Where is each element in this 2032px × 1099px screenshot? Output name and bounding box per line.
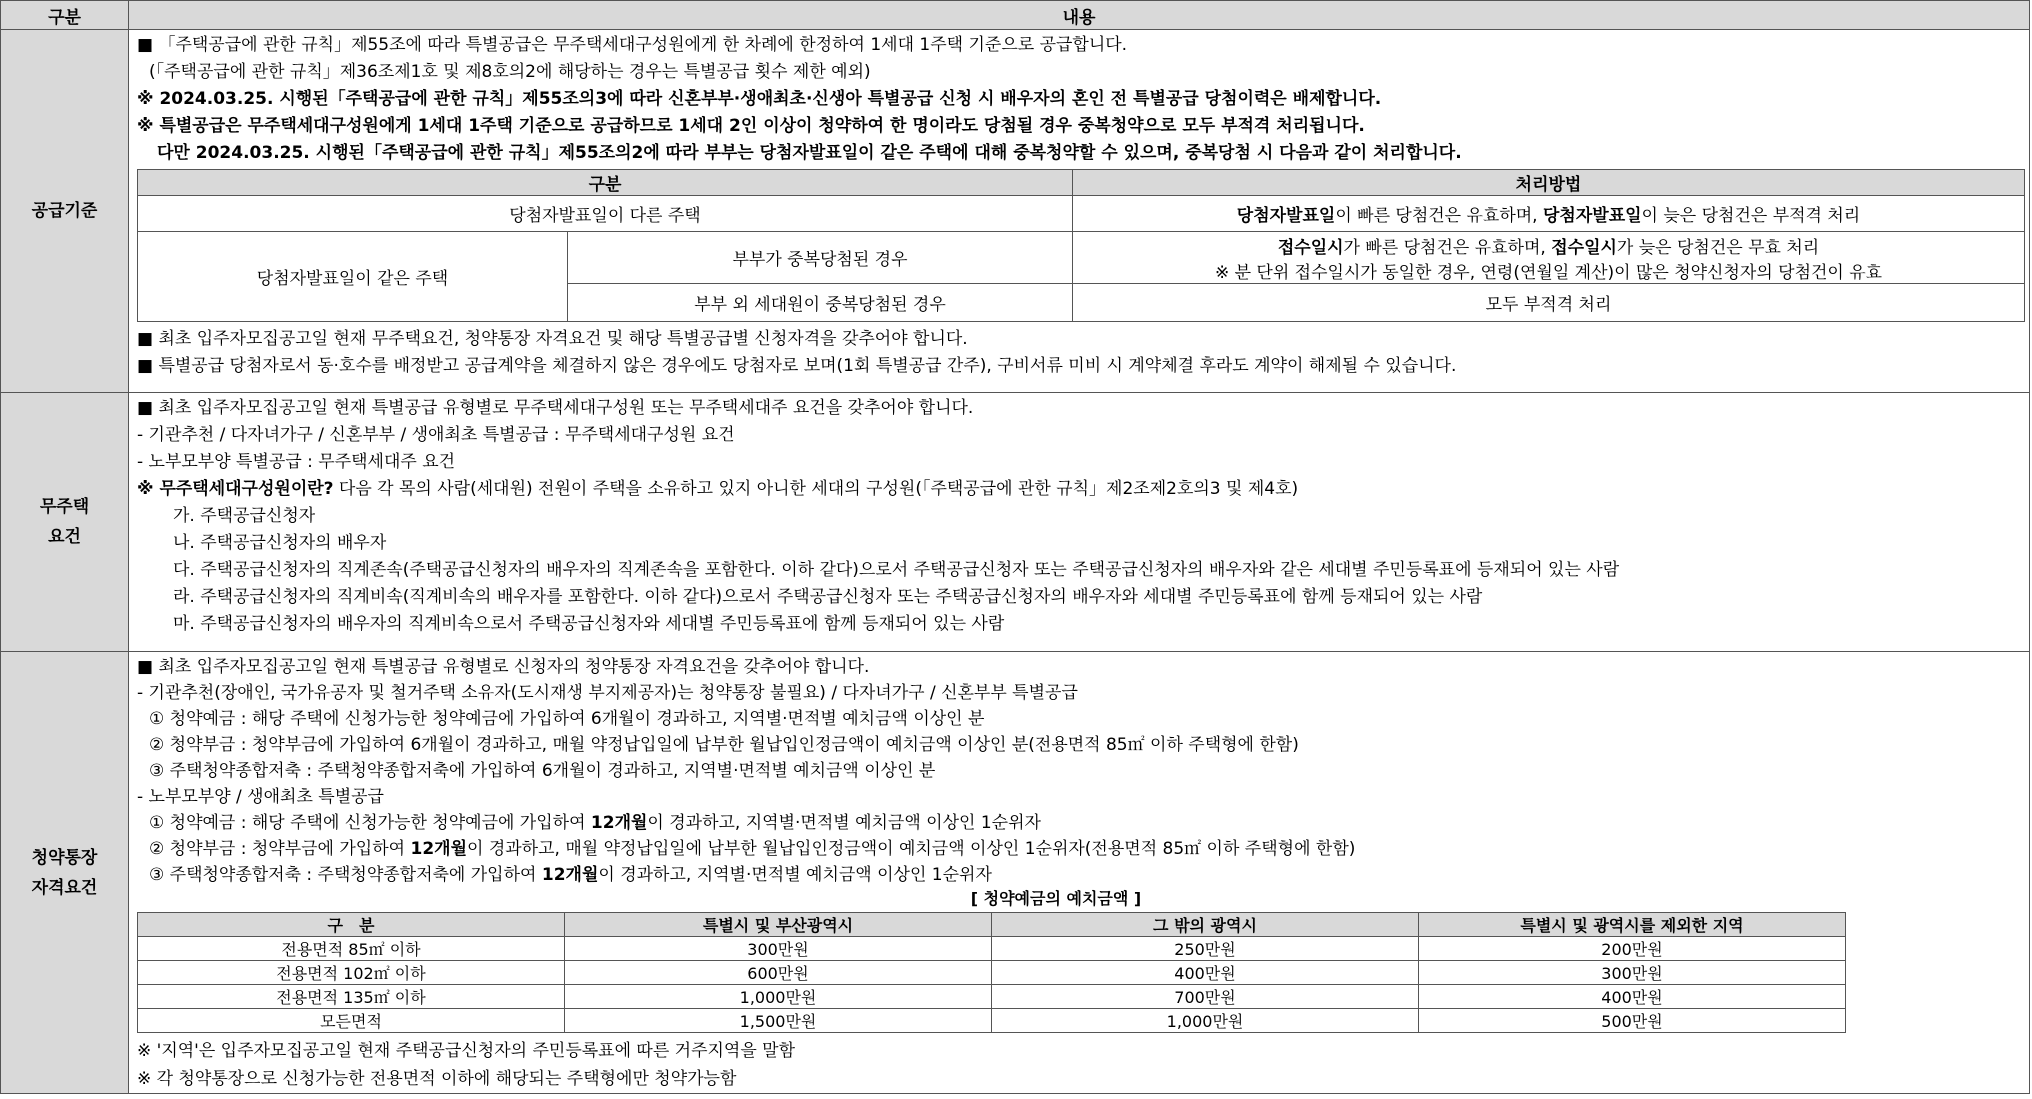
- deposit-cell: 500만원: [1419, 1009, 1846, 1033]
- deposit-cell: 300만원: [1419, 961, 1846, 985]
- account-label-1: 청약통장: [31, 847, 98, 868]
- account-line-6: - 노부모부양 / 생애최초 특별공급: [137, 787, 384, 807]
- homeless-label-1: 무주택: [39, 497, 90, 517]
- section-content-supply: [129, 30, 2030, 393]
- deposit-cell: 400만원: [992, 961, 1419, 985]
- account-line-1: ■ 최초 입주자모집공고일 현재 특별공급 유형별로 신청자의 청약통장 자격요건을 갖추어야 합니다.: [137, 657, 870, 677]
- deposit-header-other-metro: 그 밖의 광역시: [992, 913, 1419, 937]
- homeless-def-text: 다음 각 목의 사람(세대원) 전원이 주택을 소유하고 있지 아니한 세대의 구성원(「주택공급에 관한 규칙」제2조제2호의3 및 제4호): [333, 479, 1299, 499]
- account-line-3: ① 청약예금 : 해당 주택에 신청가능한 청약예금에 가입하여 6개월이 경과하고, 지역별·면적별 예치금액 이상인 분: [149, 709, 985, 729]
- section-homeless: [1, 393, 2030, 652]
- dup-row-different-date: [138, 196, 2025, 232]
- deposit-cell: 250만원: [992, 937, 1419, 961]
- homeless-line-4: [137, 476, 2023, 503]
- homeless-item-da: 다. 주택공급신청자의 직계존속(주택공급신청자의 배우자의 직계존속을 포함한다. 이하 같다)으로서 주택공급신청자 또는 주택공급신청자의 배우자와 같은 세대별 주민등록표에 등재되어 있는 사람: [173, 560, 1620, 580]
- deposit-cell: 600만원: [565, 961, 992, 985]
- section-label-account: [1, 652, 129, 1094]
- account-line-4: ② 청약부금 : 청약부금에 가입하여 6개월이 경과하고, 매월 약정납입일에 납부한 월납입인정금액이 예치금액 이상인 분(전용면적 85㎡ 이하 주택형에 한함): [149, 735, 1299, 755]
- dup-row2-bold-1: 접수일시: [1277, 237, 1344, 258]
- account-line-8c: 이 경과하고, 매월 약정납입일에 납부한 월납입인정금액이 예치금액 이상인 1순위자(전용면적 85㎡ 이하 주택형에 한함): [467, 839, 1356, 859]
- deposit-row: [138, 1009, 1846, 1033]
- homeless-line-1: ■ 최초 입주자모집공고일 현재 특별공급 유형별로 무주택세대구성원 또는 무주택세대주 요건을 갖추어야 합니다.: [137, 398, 974, 418]
- section-content-account: [129, 652, 2030, 1094]
- supply-line-3: ※ 2024.03.25. 시행된「주택공급에 관한 규칙」제55조의3에 따라 신혼부부·생애최초·신생아 특별공급 신청 시 배우자의 혼인 전 특별공급 당첨이력은 배제합니다.: [137, 89, 1382, 109]
- supply-after-1: ■ 최초 입주자모집공고일 현재 무주택요건, 청약통장 자격요건 및 해당 특별공급별 신청자격을 갖추어야 합니다.: [137, 329, 968, 349]
- dup-row2-note: ※ 분 단위 접수일시가 동일한 경우, 연령(연월일 계산)이 많은 청약신청자의 당첨건이 유효: [1214, 262, 1883, 283]
- account-line-2: - 기관추천(장애인, 국가유공자 및 철거주택 소유자(도시재생 부지제공자)는 청약통장 불필요) / 다자녀가구 / 신혼부부 특별공급: [137, 683, 1078, 703]
- account-line-9a: ③ 주택청약종합저축 : 주택청약종합저축에 가입하여: [149, 865, 542, 885]
- account-note-1: ※ '지역'은 입주자모집공고일 현재 주택공급신청자의 주민등록표에 따른 거주지역을 말함: [137, 1041, 796, 1061]
- deposit-header-area: 구 분: [138, 913, 565, 937]
- dup-row2-case: 부부가 중복당첨된 경우: [568, 232, 1073, 284]
- section-account: [1, 652, 2030, 1094]
- deposit-header-row: [138, 913, 1846, 937]
- dup-row2-method: [1073, 232, 2025, 284]
- section-label-homeless: [1, 393, 129, 652]
- dup-row2-text-1: 가 빠른 당첨건은 유효하며,: [1343, 237, 1552, 258]
- duplicate-win-header: [138, 170, 2025, 196]
- supply-line-4: ※ 특별공급은 무주택세대구성원에게 1세대 1주택 기준으로 공급하므로 1세대 2인 이상이 청약하여 한 명이라도 당첨될 경우 중복청약으로 모두 부적격 처리됩니다.: [137, 116, 1365, 136]
- account-note-2: ※ 각 청약통장으로 신청가능한 전용면적 이하에 해당되는 주택형에만 청약가능함: [137, 1069, 737, 1089]
- account-label-2: 자격요건: [31, 877, 98, 898]
- homeless-item-ga: 가. 주택공급신청자: [173, 506, 316, 526]
- dup-row2-main: [1073, 233, 2024, 258]
- deposit-table: [137, 912, 1846, 1033]
- deposit-row: [138, 985, 1846, 1009]
- header-row: [1, 1, 2030, 30]
- deposit-header-seoul-busan: 특별시 및 부산광역시: [565, 913, 992, 937]
- account-line-7: [137, 810, 2023, 836]
- dup-row3-case: 부부 외 세대원이 중복당첨된 경우: [568, 284, 1073, 322]
- dup-row1-bold-1: 당첨자발표일: [1236, 206, 1336, 226]
- homeless-line-3: - 노부모부양 특별공급 : 무주택세대주 요건: [137, 452, 456, 472]
- homeless-item-na: 나. 주택공급신청자의 배우자: [173, 533, 387, 553]
- header-content: 내용: [129, 1, 2030, 30]
- dup-row1-method: [1073, 196, 2025, 232]
- dup-row2-bold-2: 접수일시: [1551, 237, 1617, 258]
- header-category: 구분: [1, 1, 129, 30]
- deposit-cell: 1,000만원: [992, 1009, 1419, 1033]
- supply-line-1: ■ 「주택공급에 관한 규칙」제55조에 따라 특별공급은 무주택세대구성원에게 한 차례에 한정하여 1세대 1주택 기준으로 공급합니다.: [137, 35, 1128, 55]
- section-content-homeless: [129, 393, 2030, 652]
- account-line-8a: ② 청약부금 : 청약부금에 가입하여: [149, 839, 411, 859]
- duplicate-win-table: [137, 169, 2025, 322]
- homeless-label-2: 요건: [48, 527, 81, 547]
- dup-row1-text-2: 이 늦은 당첨건은 부적격 처리: [1641, 206, 1861, 226]
- dup-row1-label: 당첨자발표일이 다른 주택: [138, 196, 1073, 232]
- account-line-7a: ① 청약예금 : 해당 주택에 신청가능한 청약예금에 가입하여: [149, 813, 591, 833]
- section-supply: [1, 30, 2030, 393]
- supply-line-2: (「주택공급에 관한 규칙」제36조제1호 및 제8호의2에 해당하는 경우는 특별공급 횟수 제한 예외): [149, 62, 871, 82]
- deposit-cell: 400만원: [1419, 985, 1846, 1009]
- deposit-row: [138, 937, 1846, 961]
- homeless-item-ma: 마. 주택공급신청자의 배우자의 직계비속으로서 주택공급신청자와 세대별 주민등록표에 함께 등재되어 있는 사람: [173, 614, 1005, 634]
- account-line-8: [137, 836, 2023, 862]
- deposit-header-other-region: 특별시 및 광역시를 제외한 지역: [1419, 913, 1846, 937]
- dup-row2-text-2: 가 늦은 당첨건은 무효 처리: [1616, 237, 1820, 258]
- homeless-line-2: - 기관추천 / 다자녀가구 / 신혼부부 / 생애최초 특별공급 : 무주택세대구성원 요건: [137, 425, 735, 445]
- account-line-7c: 이 경과하고, 지역별·면적별 예치금액 이상인 1순위자: [647, 813, 1041, 833]
- dup-row3-method: 모두 부적격 처리: [1073, 284, 2025, 322]
- deposit-cell: 모든면적: [138, 1009, 565, 1033]
- supply-line-5: 다만 2024.03.25. 시행된「주택공급에 관한 규칙」제55조의2에 따라 부부는 당첨자발표일이 같은 주택에 대해 중복청약할 수 있으며, 중복당첨 시 다음과 같이 처리합니다.: [157, 143, 1462, 163]
- dup-header-method: 처리방법: [1073, 170, 2025, 196]
- deposit-cell: 전용면적 135㎡ 이하: [138, 985, 565, 1009]
- dup-row-same-date-couple: [138, 232, 2025, 284]
- deposit-cell: 300만원: [565, 937, 992, 961]
- dup-header-category: 구분: [138, 170, 1073, 196]
- dup-row1-bold-2: 당첨자발표일: [1543, 206, 1642, 226]
- deposit-cell: 1,000만원: [565, 985, 992, 1009]
- deposit-cell: 전용면적 102㎡ 이하: [138, 961, 565, 985]
- account-line-5: ③ 주택청약종합저축 : 주택청약종합저축에 가입하여 6개월이 경과하고, 지역별·면적별 예치금액 이상인 분: [149, 761, 936, 781]
- homeless-item-ra: 라. 주택공급신청자의 직계비속(직계비속의 배우자를 포함한다. 이하 같다)으로서 주택공급신청자 또는 주택공급신청자의 배우자와 세대별 주민등록표에 함께 등재되어 있는 사람: [173, 587, 1483, 607]
- homeless-def-bold: ※ 무주택세대구성원이란?: [137, 479, 334, 499]
- supply-after-2: ■ 특별공급 당첨자로서 동·호수를 배정받고 공급계약을 체결하지 않은 경우에도 당첨자로 보며(1회 특별공급 간주), 구비서류 미비 시 계약체결 후라도 계약이 해제될 수 있습니다.: [137, 356, 1457, 376]
- deposit-table-title: [ 청약예금의 예치금액 ]: [970, 889, 1142, 908]
- account-line-9b: 12개월: [541, 865, 599, 885]
- deposit-cell: 200만원: [1419, 937, 1846, 961]
- section-label-supply: 공급기준: [1, 30, 129, 393]
- account-line-7b: 12개월: [590, 813, 648, 833]
- deposit-cell: 전용면적 85㎡ 이하: [138, 937, 565, 961]
- account-line-9: [137, 862, 2023, 888]
- deposit-cell: 1,500만원: [565, 1009, 992, 1033]
- deposit-row: [138, 961, 1846, 985]
- deposit-cell: 700만원: [992, 985, 1419, 1009]
- dup-row1-text-1: 이 빠른 당첨건은 유효하며,: [1335, 206, 1543, 226]
- dup-row2-label: 당첨자발표일이 같은 주택: [138, 232, 568, 322]
- account-line-9c: 이 경과하고, 지역별·면적별 예치금액 이상인 1순위자: [598, 865, 992, 885]
- account-line-8b: 12개월: [410, 839, 467, 859]
